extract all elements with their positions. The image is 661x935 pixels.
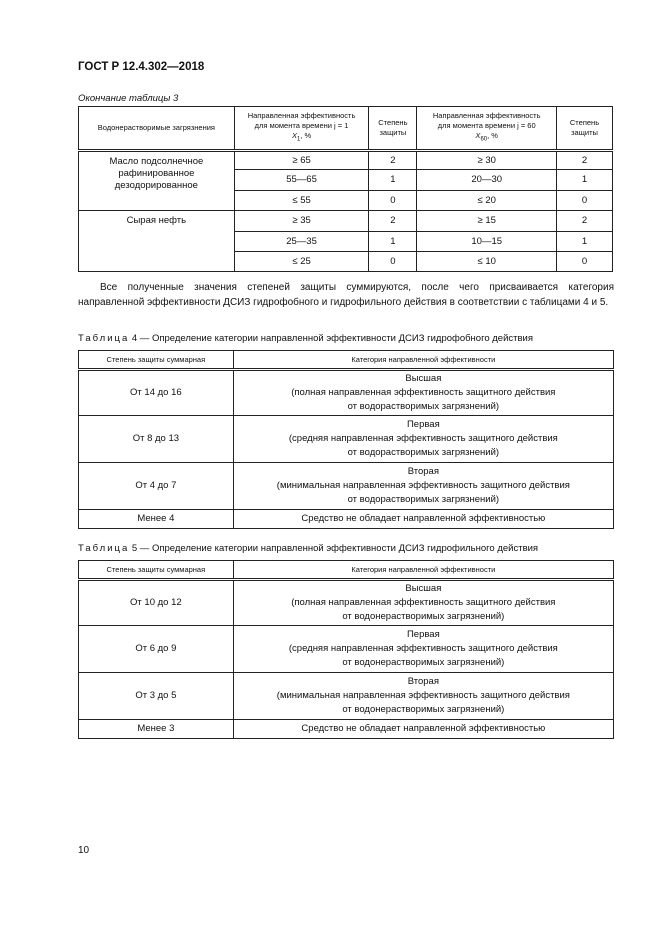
group-name: Сырая нефть (79, 211, 235, 272)
range-cell: От 10 до 12 (79, 580, 234, 626)
body-paragraph: Все полученные значения степеней защиты суммируются, после чего присваивается категория направленной эффективности ДСИЗ гидрофобного и гидрофильного действия в соответствии с таблицами 4 и 5. (78, 282, 614, 308)
cell: ≤ 10 (417, 252, 557, 272)
cell: ≥ 30 (417, 151, 557, 170)
cell: 10—15 (417, 232, 557, 252)
category-cell: Первая (средняя направленная эффективность защитного действия от водорастворимых загрязнений) (233, 416, 613, 463)
cell: 2 (369, 151, 417, 170)
range-cell: От 3 до 5 (79, 673, 234, 720)
cell: 2 (557, 151, 613, 170)
table-row (79, 720, 614, 739)
col-header-total-degree: Степень защиты суммарная (79, 561, 234, 580)
cell: ≤ 55 (234, 191, 369, 211)
range-cell: От 14 до 16 (79, 370, 234, 416)
cell: ≥ 15 (417, 211, 557, 232)
col-header-efficiency-j1: Направленная эффективность для момента времени j = 1 $X_1$, % (234, 107, 369, 151)
cell: 2 (557, 211, 613, 232)
cell: 1 (369, 170, 417, 191)
range-cell: От 4 до 7 (79, 463, 234, 510)
cell: ≥ 35 (234, 211, 369, 232)
cell: 0 (369, 191, 417, 211)
cell: 55—65 (234, 170, 369, 191)
col-header-total-degree: Степень защиты суммарная (79, 351, 234, 370)
col-header-category: Категория направленной эффективности (233, 351, 613, 370)
col-header-efficiency-j60: Направленная эффективность для момента времени j = 60 $X_{60}$, % (417, 107, 557, 151)
category-cell: Высшая (полная направленная эффективность защитного действия от водорастворимых загрязнений) (233, 370, 613, 416)
col-header-contamination: Водонерастворимые загрязнения (79, 107, 235, 151)
category-cell: Высшая (полная направленная эффективность защитного действия от водонерастворимых загрязнений) (233, 580, 613, 626)
cell: ≤ 25 (234, 252, 369, 272)
cell: 1 (557, 170, 613, 191)
table-row (79, 580, 614, 626)
table4-caption: Таблица 4 — Определение категории направленной эффективности ДСИЗ гидрофобного действия (78, 333, 533, 344)
table-3 (78, 106, 613, 272)
cell: 1 (557, 232, 613, 252)
table3-caption: Окончание таблицы 3 (78, 93, 179, 104)
table-row (79, 510, 614, 529)
table-row (79, 626, 614, 673)
table-5 (78, 560, 614, 739)
range-cell: От 8 до 13 (79, 416, 234, 463)
table-row (79, 370, 614, 416)
document-code: ГОСТ Р 12.4.302—2018 (78, 61, 205, 73)
cell: 20—30 (417, 170, 557, 191)
cell: 0 (557, 191, 613, 211)
cell: ≥ 65 (234, 151, 369, 170)
table-row (79, 416, 614, 463)
group-name: Масло подсолнечное рафинированное дезодорированное (79, 151, 235, 211)
cell: 1 (369, 232, 417, 252)
category-cell: Средство не обладает направленной эффективностью (233, 510, 613, 529)
category-cell: Средство не обладает направленной эффективностью (233, 720, 613, 739)
category-cell: Вторая (минимальная направленная эффективность защитного действия от водонерастворимых загрязнений) (233, 673, 613, 720)
category-cell: Вторая (минимальная направленная эффективность защитного действия от водорастворимых загрязнений) (233, 463, 613, 510)
range-cell: Менее 3 (79, 720, 234, 739)
table-4 (78, 350, 614, 529)
col-header-category: Категория направленной эффективности (233, 561, 613, 580)
category-cell: Первая (средняя направленная эффективность защитного действия от водонерастворимых загрязнений) (233, 626, 613, 673)
table-row (79, 151, 613, 170)
cell: 0 (557, 252, 613, 272)
table-row (79, 673, 614, 720)
cell: 25—35 (234, 232, 369, 252)
page-number: 10 (78, 845, 90, 856)
col-header-degree-j60: Степень защиты (557, 107, 613, 151)
table5-caption: Таблица 5 — Определение категории направленной эффективности ДСИЗ гидрофильного действия (78, 543, 539, 554)
range-cell: Менее 4 (79, 510, 234, 529)
cell: 0 (369, 252, 417, 272)
table-row (79, 463, 614, 510)
range-cell: От 6 до 9 (79, 626, 234, 673)
cell: 2 (369, 211, 417, 232)
table-row (79, 211, 613, 232)
col-header-degree-j1: Степень защиты (369, 107, 417, 151)
cell: ≤ 20 (417, 191, 557, 211)
